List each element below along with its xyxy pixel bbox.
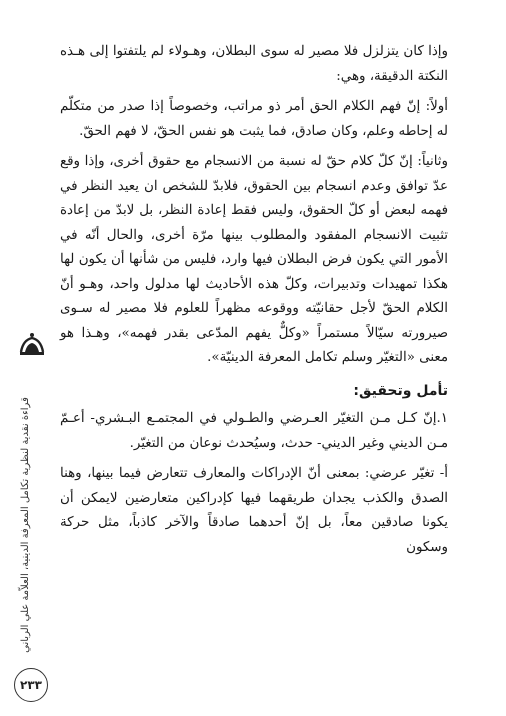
paragraph-3: وثانياً: إنّ كلّ كلام حقّ له نسبة من الانسجام مع حقوق أخرى، وإذا وقع عدّ توافق وعدم انسجام بين الحقوق، فلابدّ للشخص ان يعيد النظر في فهمه لبعض أو كلّ الحقوق، وليس فقط إعادة النظر، بل لابدّ من إعادة تثبيت الانسجام المفقود والمطلوب بينها مرّة أخرى، والحال أنّه في الأمور التي يكون فرض البطلان فيها وارد، فليس من شأنها أن يكون لها هكذا تمهيدات وتدبيرات، وكلّ هذه الأحاديث لها مدلول واحد، وهـو أنّ الكلام الحقّ لأجل حقانيّته ووقوعه مظهراً للعلوم فلا مصير له سـوى صيرورته سيّالاً مستمراً «وكلٌّ يفهم المدّعى بقدر فهمه»، وهـذا هو معنى «التغيّر وسلم تكامل المعرفة الدينيّة».	[60, 154, 448, 365]
running-title: قراءة نقدية لنظرية تكامل المعرفة الدينية، العلاّمة علي الرباني	[20, 397, 31, 653]
section-paragraph-2: أ- تغيّر عرضي: بمعنى أنّ الإدراكات والمعارف تتعارض فيما بينها، وهنا الصدق والكذب يجدان طريقهما فيها كإدراكين متعارضين لايمكن أن يكونا صادقين معاً، بل إنّ أحدهما صادقاً والآخر كاذباً، مثل حركة وسكون	[60, 466, 448, 555]
section-paragraph-1: ١.إنّ كـل مـن التغيّر العـرضي والطـولي في المجتمـع البـشري- أعـمّ مـن الديني وغير الديني- حدث، وسيُحدث نوعان من التغيّر.	[60, 411, 448, 451]
paragraph-2: أولاً: إنّ فهم الكلام الحق أمر ذو مراتب، وخصوصاً إذا صدر من متكلّم له إحاطه وعلم، وكان صادق، فما يثبت هو نفس الحقّ، لا فهم الحقّ.	[60, 99, 448, 139]
main-text-column	[60, 40, 448, 560]
page-number: ٢٣٣	[14, 668, 48, 702]
publisher-logo-icon	[17, 330, 47, 360]
section-heading: تأمل وتحقيق:	[353, 382, 448, 399]
paragraph-1: وإذا كان يتزلزل فلا مصير له سوى البطلان، وهـولاء لم يلتفتوا إلى هـذه النكتة الدقيقة، وهي:	[60, 44, 448, 84]
